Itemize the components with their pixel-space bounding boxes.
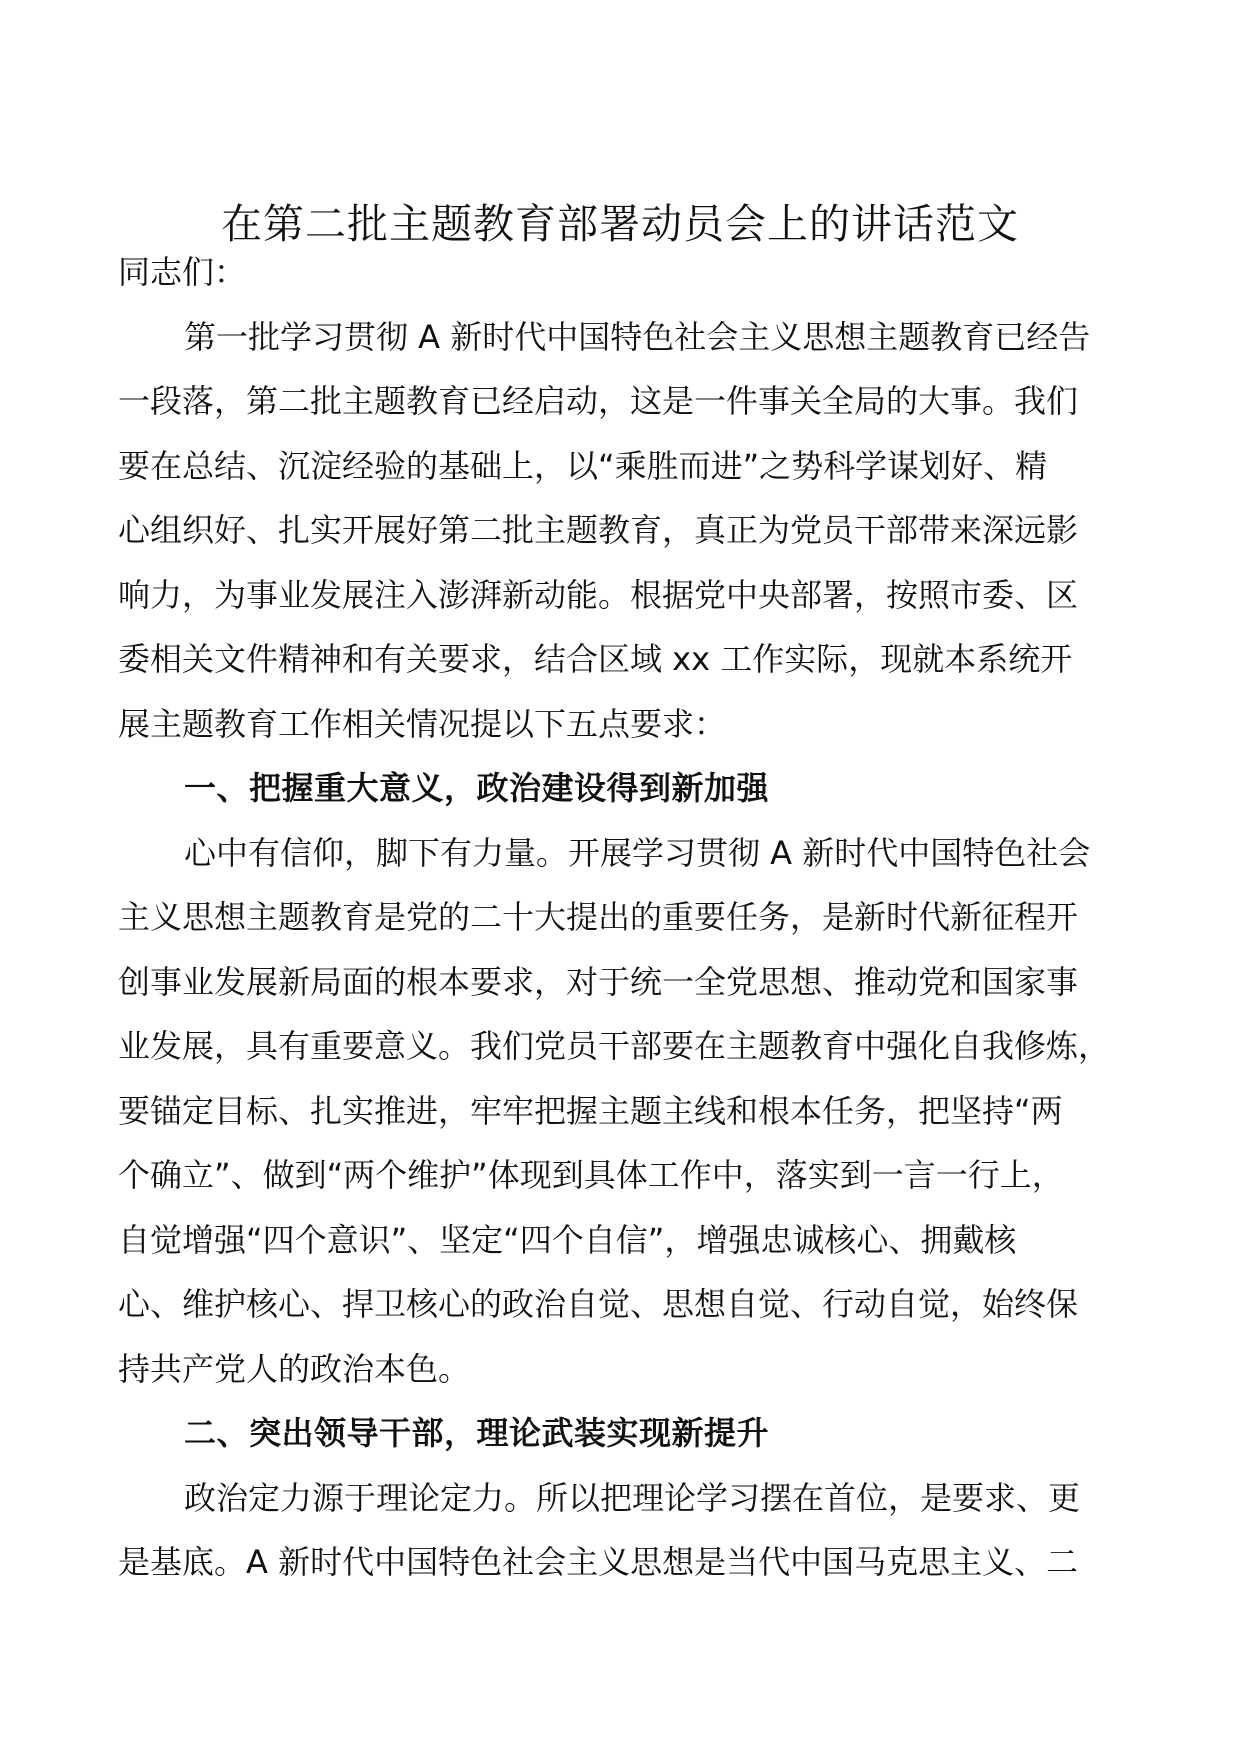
paragraph-line: 一段落，第二批主题教育已经启动，这是一件事关全局的大事。我们 xyxy=(118,382,1079,420)
paragraph-line: 心组织好、扎实开展好第二批主题教育，真正为党员干部带来深远影 xyxy=(118,511,1079,549)
paragraph-2 xyxy=(118,821,1138,1402)
paragraph-line: 持共产党人的政治本色。 xyxy=(118,1349,471,1388)
paragraph-line: 自觉增强“四个意识”、坚定“四个自信”，增强忠诚核心、拥戴核 xyxy=(118,1220,1017,1259)
section-heading-1: 一、把握重大意义，政治建设得到新加强 xyxy=(184,769,770,807)
salutation: 同志们： xyxy=(118,253,247,291)
paragraph-line: 业发展，具有重要意义。我们党员干部要在主题教育中强化自我修炼， xyxy=(118,1027,1111,1065)
paragraph-line: 创事业发展新局面的根本要求，对于统一全党思想、推动党和国家事 xyxy=(118,962,1079,1001)
paragraph-line: 政治定力源于理论定力。所以把理论学习摆在首位，是要求、更 xyxy=(184,1478,1081,1517)
paragraph-3 xyxy=(118,1466,1138,1595)
paragraph-line: 第一批学习贯彻 A 新时代中国特色社会主义思想主题教育已经告 xyxy=(184,317,1091,356)
section-heading-2: 二、突出领导干部，理论武装实现新提升 xyxy=(184,1414,770,1452)
paragraph-line: 响力，为事业发展注入澎湃新动能。根据党中央部署，按照市委、区 xyxy=(118,575,1079,614)
paragraph-line: 委相关文件精神和有关要求，结合区域 xx 工作实际，现就本系统开 xyxy=(118,640,1073,678)
paragraph-line: 要锚定目标、扎实推进，牢牢把握主题主线和根本任务，把坚持“两 xyxy=(118,1091,1063,1130)
document-body xyxy=(118,240,1138,1595)
document-title: 在第二批主题教育部署动员会上的讲话范文 xyxy=(221,200,1019,248)
paragraph-line: 心中有信仰，脚下有力量。开展学习贯彻 A 新时代中国特色社会 xyxy=(184,833,1091,872)
paragraph-line: 个确立”、做到“两个维护”体现到具体工作中，落实到一言一行上， xyxy=(118,1156,1064,1194)
paragraph-line: 心、维护核心、捍卫核心的政治自觉、思想自觉、行动自觉，始终保 xyxy=(118,1285,1079,1323)
paragraph-line: 主义思想主题教育是党的二十大提出的重要任务，是新时代新征程开 xyxy=(118,898,1079,936)
paragraph-1 xyxy=(118,305,1138,757)
paragraph-line: 展主题教育工作相关情况提以下五点要求： xyxy=(118,704,727,743)
paragraph-line: 要在总结、沉淀经验的基础上，以“乘胜而进”之势科学谋划好、精 xyxy=(118,446,1048,485)
paragraph-line: 是基底。A 新时代中国特色社会主义思想是当代中国马克思主义、二 xyxy=(118,1543,1079,1581)
